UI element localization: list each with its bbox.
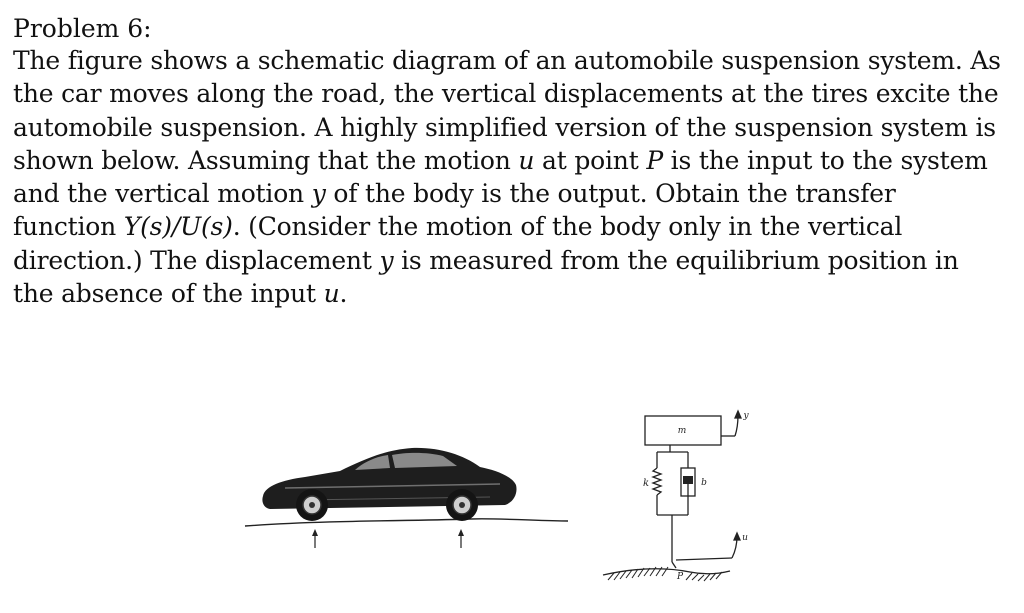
statement-text: of the body is the output. Obtain the transfer function xyxy=(13,179,896,242)
statement-text: The figure shows a schematic diagram of an automobile suspension system. As the car moves along the road, the vertical displacements at the tires excite the automobile suspension. A highly simplified version of the suspension system is shown below. Assuming that the motion xyxy=(13,46,1001,175)
tire-input-arrow-rear xyxy=(458,529,464,548)
tire-input-arrow-front xyxy=(312,529,318,548)
problem-heading: Problem 6: xyxy=(13,14,152,43)
statement-text: is the input to the system and the vertical motion xyxy=(13,145,988,209)
damper-label: b xyxy=(701,478,707,488)
suspension-schematic xyxy=(603,411,741,581)
input-label: u xyxy=(742,533,748,543)
statement-text: . (Consider the motion of the body only in the vertical direction.) The displacement xyxy=(13,212,903,275)
statement-text: at point xyxy=(534,145,647,175)
spring-label: k xyxy=(642,478,650,489)
math-symbol: Y(s)/U(s) xyxy=(123,212,233,242)
spring xyxy=(653,452,661,515)
math-symbol: u xyxy=(323,279,340,309)
mass-label: m xyxy=(677,426,687,436)
car-illustration xyxy=(245,448,568,548)
rear-wheel xyxy=(446,489,478,521)
damper xyxy=(681,452,695,515)
point-p-label: P xyxy=(676,572,684,582)
front-wheel xyxy=(296,489,328,521)
math-symbol: u xyxy=(518,145,535,175)
statement-text: is measured from the equilibrium position in the absence of the input xyxy=(13,245,959,309)
statement-text: . xyxy=(339,279,348,309)
output-label: y xyxy=(743,411,749,421)
math-symbol: y xyxy=(311,179,326,209)
math-symbol: y xyxy=(379,245,394,275)
road-line xyxy=(245,519,568,526)
math-symbol: P xyxy=(646,145,663,175)
